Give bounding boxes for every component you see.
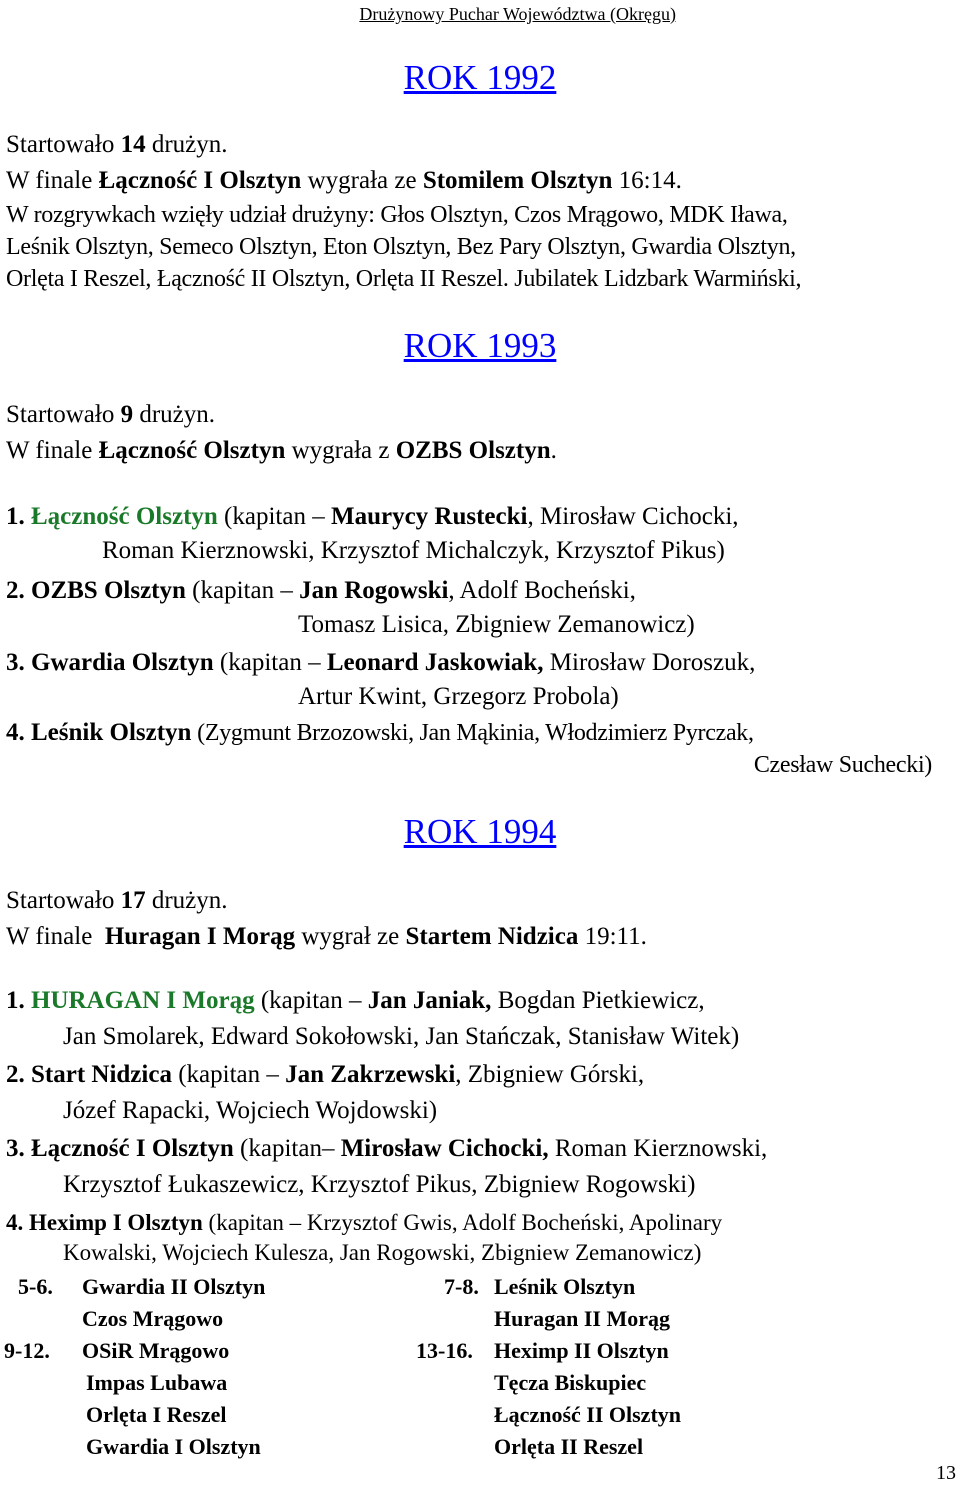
members: , Mirosław Cichocki, bbox=[527, 503, 739, 530]
final-winner: Łączność I Olsztyn bbox=[98, 167, 302, 194]
started-suffix: drużyn. bbox=[133, 401, 215, 428]
started-number: 9 bbox=[120, 401, 134, 428]
standing-1993-4 bbox=[6, 718, 754, 748]
place-number: 1. bbox=[6, 503, 31, 530]
section-title-1992: ROK 1992 bbox=[403, 58, 557, 97]
standing-1993-3 bbox=[6, 648, 755, 678]
standing-1994-4 bbox=[6, 1210, 722, 1236]
members: , Adolf Bocheński, bbox=[448, 577, 636, 604]
teams-line-2: Leśnik Olsztyn, Semeco Olsztyn, Eton Olsztyn, Bez Pary Olsztyn, Gwardia Olsztyn, bbox=[6, 234, 796, 260]
place-number: 2. bbox=[6, 577, 31, 604]
started-label: Startowało bbox=[6, 887, 121, 914]
final-score: 19:11. bbox=[578, 923, 647, 950]
table-team: Orlęta I Reszel bbox=[86, 1402, 227, 1427]
final-1992 bbox=[6, 166, 682, 196]
standing-1994-2 bbox=[6, 1060, 644, 1090]
final-loser: Startem Nidzica bbox=[405, 923, 579, 950]
standing-1993-2 bbox=[6, 576, 636, 606]
captain-label: (kapitan – bbox=[185, 577, 300, 604]
table-team: Gwardia II Olsztyn bbox=[82, 1274, 266, 1299]
section-title-1993: ROK 1993 bbox=[403, 326, 557, 365]
standing-1994-3 bbox=[6, 1134, 767, 1164]
final-1994 bbox=[6, 922, 647, 952]
started-label: Startowało bbox=[6, 401, 121, 428]
table-team: Heximp II Olsztyn bbox=[494, 1338, 669, 1363]
place-number: 4. bbox=[6, 719, 31, 746]
captain-label: (kapitan – bbox=[217, 503, 331, 530]
table-team: Leśnik Olsztyn bbox=[494, 1274, 636, 1299]
table-team: Impas Lubawa bbox=[86, 1370, 228, 1395]
captain-label: (kapitan – bbox=[171, 1061, 286, 1088]
captain-name: Mirosław Cichocki, bbox=[340, 1135, 549, 1162]
standing-1994-4-line2: Kowalski, Wojciech Kulesza, Jan Rogowski, Zbigniew Zemanowicz) bbox=[63, 1240, 702, 1265]
table-team: OSiR Mrągowo bbox=[82, 1338, 230, 1363]
captain-name: Maurycy Rustecki bbox=[330, 503, 528, 530]
place-number: 2. bbox=[6, 1061, 31, 1088]
place-label-7-8: 7-8. bbox=[444, 1274, 479, 1299]
members: (kapitan – Krzysztof Gwis, Adolf Bocheński, Apolinary bbox=[202, 1210, 723, 1235]
team-name: Heximp I Olsztyn bbox=[29, 1210, 203, 1235]
team-name: Łączność Olsztyn bbox=[31, 503, 218, 530]
standing-1994-1 bbox=[6, 986, 705, 1016]
members: , Zbigniew Górski, bbox=[455, 1061, 645, 1088]
members: Bogdan Pietkiewicz, bbox=[491, 987, 705, 1014]
team-name: Start Nidzica bbox=[31, 1061, 172, 1088]
table-team: Gwardia I Olsztyn bbox=[86, 1434, 261, 1459]
standing-1993-3-line2: Artur Kwint, Grzegorz Probola) bbox=[298, 683, 619, 710]
final-winner: Łączność Olsztyn bbox=[98, 437, 286, 464]
table-team: Tęcza Biskupiec bbox=[494, 1370, 647, 1395]
members: Roman Kierznowski, bbox=[548, 1135, 768, 1162]
standing-1994-3-line2: Krzysztof Łukaszewicz, Krzysztof Pikus, Zbigniew Rogowski) bbox=[63, 1171, 696, 1198]
captain-name: Jan Rogowski bbox=[299, 577, 449, 604]
captain-label: (kapitan – bbox=[213, 649, 327, 676]
final-label: W finale bbox=[6, 437, 99, 464]
started-number: 14 bbox=[120, 131, 146, 158]
final-mid: wygrał ze bbox=[295, 923, 406, 950]
standing-1994-1-line2: Jan Smolarek, Edward Sokołowski, Jan Stańczak, Stanisław Witek) bbox=[63, 1023, 740, 1050]
place-number: 4. bbox=[6, 1210, 29, 1235]
place-number: 1. bbox=[6, 987, 31, 1014]
standing-1993-1 bbox=[6, 502, 739, 532]
place-number: 3. bbox=[6, 1135, 31, 1162]
final-label: W finale bbox=[6, 167, 99, 194]
section-title-1994: ROK 1994 bbox=[403, 812, 557, 851]
standing-1994-2-line2: Józef Rapacki, Wojciech Wojdowski) bbox=[63, 1097, 438, 1124]
started-1992 bbox=[6, 130, 228, 160]
team-name: Leśnik Olsztyn bbox=[31, 719, 192, 746]
page-number: 13 bbox=[936, 1462, 956, 1484]
captain-label: (kapitan– bbox=[233, 1135, 341, 1162]
team-name: Gwardia Olsztyn bbox=[31, 649, 214, 676]
captain-name: Leonard Jaskowiak, bbox=[326, 649, 544, 676]
team-name: Łączność I Olsztyn bbox=[31, 1135, 234, 1162]
standing-1993-1-line2: Roman Kierznowski, Krzysztof Michalczyk, Krzysztof Pikus) bbox=[102, 537, 725, 564]
captain-name: Jan Zakrzewski bbox=[285, 1061, 456, 1088]
final-1993 bbox=[6, 436, 557, 466]
teams-line-1: W rozgrywkach wzięły udział drużyny: Głos Olsztyn, Czos Mrągowo, MDK Iława, bbox=[6, 202, 788, 228]
captain-name: Jan Janiak, bbox=[367, 987, 492, 1014]
table-team: Czos Mrągowo bbox=[82, 1306, 224, 1331]
table-team: Huragan II Morąg bbox=[494, 1306, 670, 1331]
standing-1993-2-line2: Tomasz Lisica, Zbigniew Zemanowicz) bbox=[298, 611, 695, 638]
final-loser: OZBS Olsztyn bbox=[395, 437, 551, 464]
place-label-13-16: 13-16. bbox=[416, 1338, 473, 1363]
place-label-9-12: 9-12. bbox=[4, 1338, 50, 1363]
table-team: Orlęta II Reszel bbox=[494, 1434, 644, 1459]
final-score: 16:14. bbox=[612, 167, 682, 194]
final-loser: Stomilem Olsztyn bbox=[422, 167, 613, 194]
team-name: OZBS Olsztyn bbox=[31, 577, 186, 604]
final-winner: Huragan I Morąg bbox=[104, 923, 296, 950]
started-1994 bbox=[6, 886, 228, 916]
members: (Zygmunt Brzozowski, Jan Mąkinia, Włodzimierz Pyrczak, bbox=[191, 720, 754, 746]
place-number: 3. bbox=[6, 649, 31, 676]
final-end: . bbox=[550, 437, 557, 464]
standing-1993-4-line2: Czesław Suchecki) bbox=[753, 752, 932, 778]
members: Mirosław Doroszuk, bbox=[543, 649, 756, 676]
teams-line-3: Orlęta I Reszel, Łączność II Olsztyn, Orlęta II Reszel. Jubilatek Lidzbark Warmiński, bbox=[6, 266, 802, 292]
final-mid: wygrała z bbox=[285, 437, 396, 464]
started-suffix: drużyn. bbox=[145, 131, 228, 158]
started-1993 bbox=[6, 400, 215, 430]
started-suffix: drużyn. bbox=[145, 887, 228, 914]
started-label: Startowało bbox=[6, 131, 121, 158]
running-header: Drużynowy Puchar Województwa (Okręgu) bbox=[359, 4, 676, 24]
final-mid: wygrała ze bbox=[301, 167, 423, 194]
started-number: 17 bbox=[120, 887, 146, 914]
place-label-5-6: 5-6. bbox=[18, 1274, 53, 1299]
final-label: W finale bbox=[6, 923, 105, 950]
captain-label: (kapitan – bbox=[254, 987, 368, 1014]
team-name: HURAGAN I Morąg bbox=[31, 987, 255, 1014]
table-team: Łączność II Olsztyn bbox=[494, 1402, 681, 1427]
